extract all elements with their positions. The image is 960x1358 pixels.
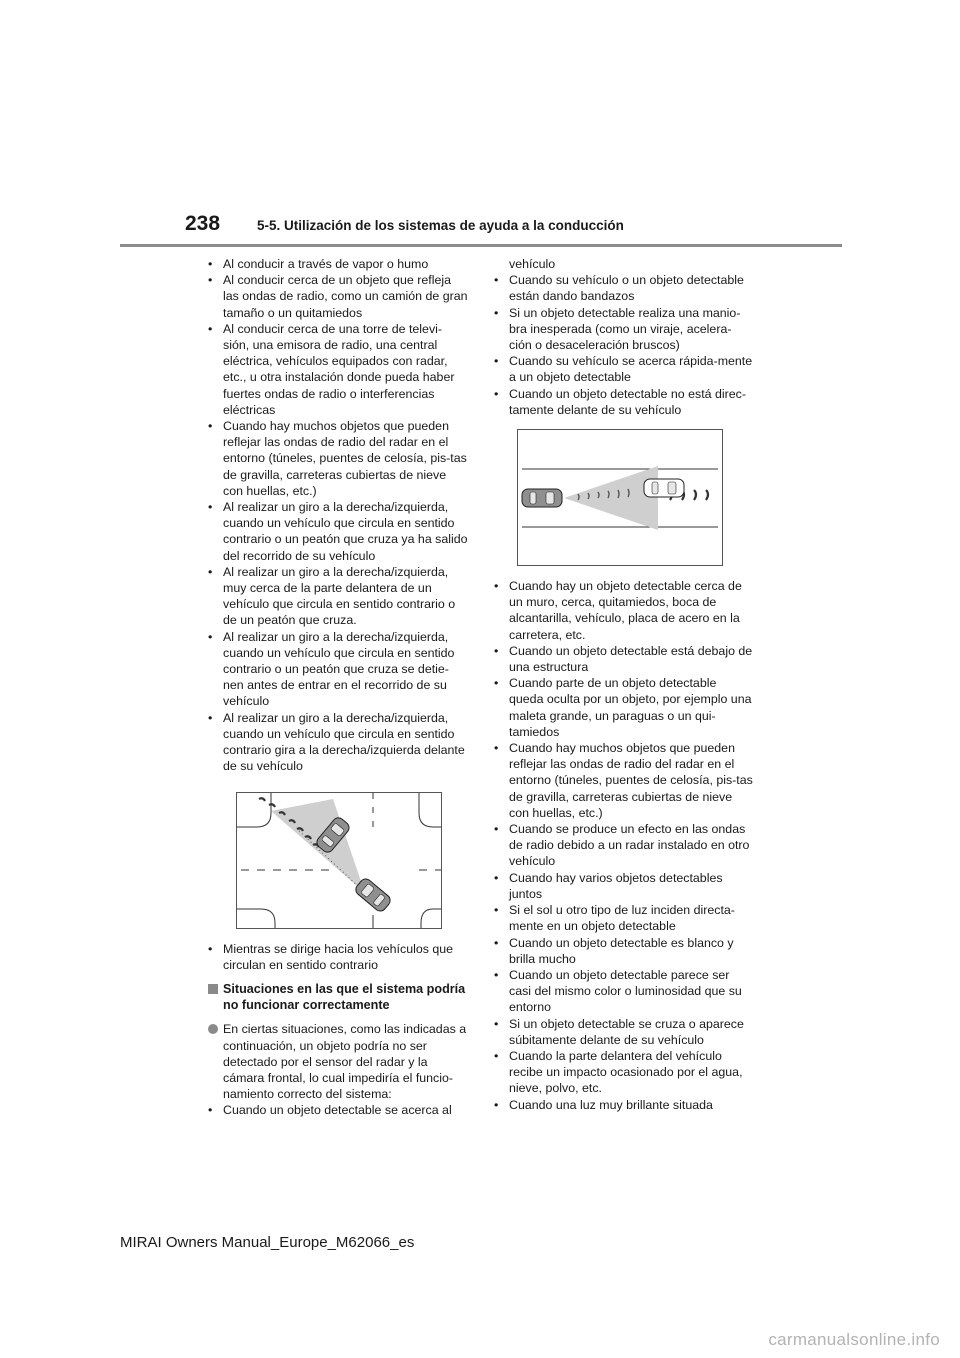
square-bullet-icon bbox=[208, 984, 218, 994]
list-item: • Cuando una luz muy brillante situada bbox=[492, 1097, 754, 1113]
list-item: • Cuando un objeto detectable está debajo de una estructura bbox=[492, 643, 754, 675]
list-item: • Cuando un objeto detectable es blanco y brilla mucho bbox=[492, 935, 754, 967]
list-item: • Al conducir a través de vapor o humo bbox=[206, 256, 468, 272]
bullet-list-top-right bbox=[492, 256, 754, 418]
list-item: • Cuando su vehículo o un objeto detectable están dando bandazos bbox=[492, 272, 754, 304]
list-item: • Cuando un objeto detectable parece ser casi del mismo color o luminosidad que su entorno bbox=[492, 967, 754, 1016]
circle-bullet-icon bbox=[208, 1024, 218, 1034]
list-item: • Cuando un objeto detectable se acerca al bbox=[206, 1102, 468, 1118]
lane-diagram bbox=[518, 430, 722, 565]
list-item-continuation: vehículo bbox=[509, 257, 556, 271]
header-divider bbox=[120, 244, 842, 247]
list-item: • Al conducir cerca de una torre de televi-sión, una emisora de radio, una central eléctrica, vehículos equipados con radar, etc., u otra instalación donde pueda haber fuertes ondas de radio o interferencias eléctricas bbox=[206, 321, 468, 418]
list-item: • Cuando se produce un efecto en las ondas de radio debido a un radar instalado en otro vehículo bbox=[492, 821, 754, 870]
bullet-list-after-figure bbox=[206, 941, 468, 973]
list-item: • Al realizar un giro a la derecha/izquierda, cuando un vehículo que circula en sentido contrario o un peatón que cruza se detie-nen antes de entrar en el recorrido de su vehículo bbox=[206, 629, 468, 710]
intersection-turn-illustration bbox=[236, 792, 442, 929]
list-item: • Cuando un objeto detectable no está direc-tamente delante de su vehículo bbox=[492, 386, 754, 418]
watermark-link[interactable]: carmanualsonline.info bbox=[768, 1330, 940, 1349]
list-item: • Mientras se dirige hacia los vehículos que circulan en sentido contrario bbox=[206, 941, 468, 973]
subsection-heading-text: Situaciones en las que el sistema podría no funcionar correctamente bbox=[223, 981, 466, 1013]
list-item: • Al realizar un giro a la derecha/izquierda, muy cerca de la parte delantera de un vehículo que circula en sentido contrario o de un peatón que cruza. bbox=[206, 564, 468, 629]
bullet-list-bottom bbox=[206, 1102, 468, 1118]
subsection-heading bbox=[206, 981, 468, 1013]
section-title: 5-5. Utilización de los sistemas de ayuda a la conducción bbox=[257, 218, 624, 233]
list-item: • Cuando hay un objeto detectable cerca de un muro, cerca, quitamiedos, boca de alcantarilla, vehículo, placa de acero en la carretera, etc. bbox=[492, 578, 754, 643]
list-item: • Si un objeto detectable se cruza o aparece súbitamente delante de su vehículo bbox=[492, 1016, 754, 1048]
list-item: • Cuando hay varios objetos detectables juntos bbox=[492, 870, 754, 902]
list-item: • Al conducir cerca de un objeto que refleja las ondas de radio, como un camión de gran tamaño o un quitamiedos bbox=[206, 272, 468, 321]
right-column bbox=[492, 256, 754, 1113]
list-item: • Cuando hay muchos objetos que pueden reflejar las ondas de radio del radar en el entorno (túneles, puentes de celosía, pis-tas de gravilla, carreteras cubiertas de nieve con huellas, etc.) bbox=[492, 740, 754, 821]
list-item: • Si el sol u otro tipo de luz inciden directa-mente en un objeto detectable bbox=[492, 902, 754, 934]
list-item: • Cuando la parte delantera del vehículo recibe un impacto ocasionado por el agua, nieve, polvo, etc. bbox=[492, 1048, 754, 1097]
intersection-diagram bbox=[237, 793, 441, 928]
footer-manual-name: MIRAI Owners Manual_Europe_M62066_es bbox=[120, 1234, 415, 1251]
page-number: 238 bbox=[185, 212, 221, 235]
list-item: • Al realizar un giro a la derecha/izquierda, cuando un vehículo que circula en sentido contrario o un peatón que cruza ya ha salido del recorrido de su vehículo bbox=[206, 499, 468, 564]
list-item: • Cuando hay muchos objetos que pueden reflejar las ondas de radio del radar en el entorno (túneles, puentes de celosía, pis-tas de gravilla, carreteras cubiertas de nieve con huellas, etc.) bbox=[206, 418, 468, 499]
list-item: • Cuando su vehículo se acerca rápida-mente a un objeto detectable bbox=[492, 353, 754, 385]
list-item: • Cuando parte de un objeto detectable queda oculta por un objeto, por ejemplo una maleta grande, un paraguas o un qui-tamiedos bbox=[492, 675, 754, 740]
list-item: • Si un objeto detectable realiza una manio-bra inesperada (como un viraje, acelera-ción o desaceleración bruscos) bbox=[492, 305, 754, 354]
bullet-list-top bbox=[206, 256, 468, 775]
bullet-list-bottom-right bbox=[492, 578, 754, 1113]
intro-paragraph-text: En ciertas situaciones, como las indicadas a continuación, un objeto podría no ser detectado por el sensor del radar y la cámara frontal, lo cual impediría el funcio-namiento correcto del sistema: bbox=[223, 1022, 467, 1102]
offset-vehicle-illustration bbox=[517, 429, 723, 566]
left-column bbox=[206, 256, 468, 1119]
list-item: • Al realizar un giro a la derecha/izquierda, cuando un vehículo que circula en sentido contrario gira a la derecha/izquierda delante de su vehículo bbox=[206, 710, 468, 775]
intro-paragraph bbox=[206, 1021, 468, 1102]
